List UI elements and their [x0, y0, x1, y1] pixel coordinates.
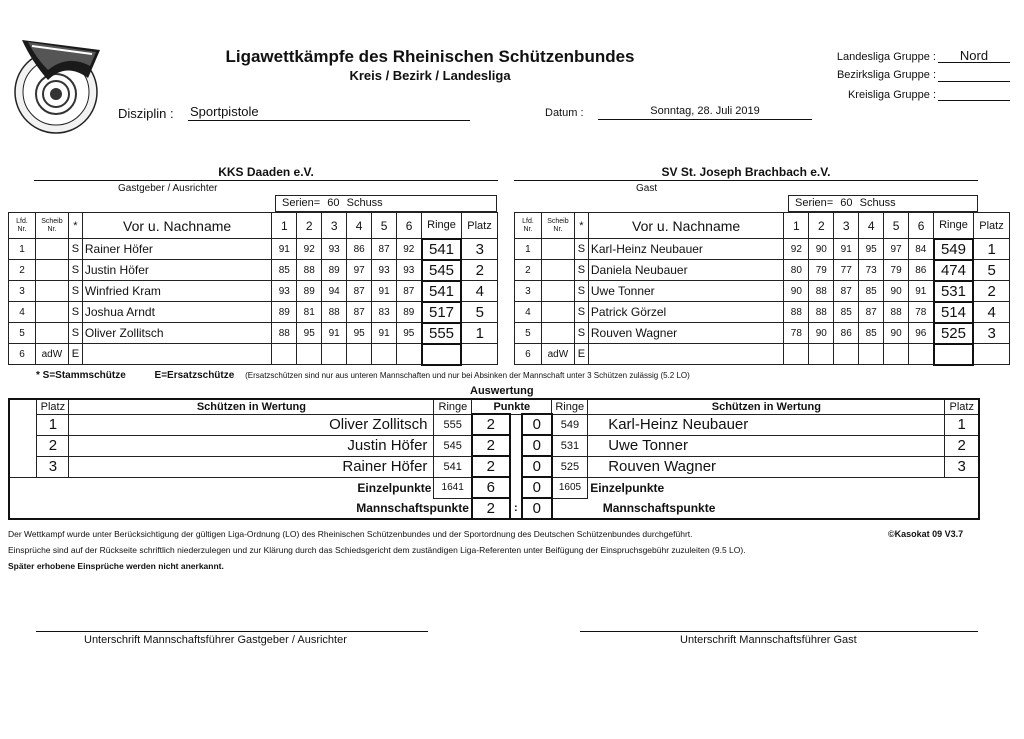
mann-colon: : [513, 502, 518, 514]
home-col-name: Vor u. Nachname [82, 213, 271, 239]
shooter-scheib[interactable] [541, 260, 574, 281]
shooter-row [515, 281, 1010, 302]
shooter-scheib[interactable] [541, 239, 574, 260]
home-role: Gastgeber / Ausrichter [118, 183, 218, 194]
form-subtitle: Kreis / Bezirk / Landesliga [349, 68, 511, 83]
series-3-score[interactable] [322, 344, 347, 365]
shooter-scheib[interactable]: adW [541, 344, 574, 365]
shooter-nr: 1 [515, 239, 542, 260]
wt-empty [9, 399, 37, 414]
home-col-s3: 3 [322, 213, 347, 239]
home-schuss-label: Schuss [346, 197, 383, 209]
shooter-scheib[interactable] [35, 323, 68, 344]
shooter-nr: 3 [9, 281, 36, 302]
shooter-ringe: 514 [934, 302, 974, 323]
shooter-platz: 3 [461, 239, 497, 260]
shooter-type: S [68, 323, 82, 344]
wertung-guest-name: Uwe Tonner [588, 435, 945, 456]
wertung-home-punkte: 2 [472, 414, 510, 435]
home-col-s4: 4 [347, 213, 372, 239]
guest-team-name: SV St. Joseph Brachbach e.V. [661, 165, 831, 179]
shooter-row [515, 302, 1010, 323]
guest-col-s6: 6 [909, 213, 934, 239]
shooter-ringe: 474 [934, 260, 974, 281]
series-3-score[interactable]: 93 [322, 239, 347, 260]
mannschaftspunkte-row [9, 498, 979, 519]
shooter-type: S [68, 239, 82, 260]
home-col-ringe: Ringe [422, 213, 462, 239]
home-team-line [34, 180, 498, 181]
wertung-home-ringe: 545 [434, 435, 472, 456]
guest-col-platz: Platz [973, 213, 1009, 239]
guest-col-s2: 2 [809, 213, 834, 239]
series-1-score[interactable]: 93 [272, 281, 297, 302]
series-1-score[interactable]: 88 [272, 323, 297, 344]
series-4-score[interactable]: 87 [347, 281, 372, 302]
guest-signature-label: Unterschrift Mannschaftsführer Gast [680, 634, 857, 646]
disziplin-label: Disziplin : [118, 106, 174, 121]
series-2-score[interactable]: 90 [809, 323, 834, 344]
wt-ringe-home: Ringe [434, 399, 472, 414]
wt-spacer [9, 414, 37, 435]
shooter-row [9, 344, 498, 365]
shooter-name[interactable]: Patrick Görzel [588, 302, 784, 323]
bezirksliga-label: Bezirksliga Gruppe : [836, 69, 936, 81]
wt-platz-guest: Platz [945, 399, 979, 414]
shooter-name[interactable]: Joshua Arndt [82, 302, 271, 323]
series-5-score[interactable]: 90 [884, 281, 909, 302]
shooter-scheib[interactable] [35, 239, 68, 260]
einzel-home-ringe: 1641 [434, 477, 472, 498]
mannschaftspunkte-label-guest: Mannschaftspunkte [552, 498, 979, 519]
series-6-score[interactable] [909, 344, 934, 365]
landesliga-value[interactable]: Nord [938, 48, 1010, 63]
guest-col-s1: 1 [784, 213, 809, 239]
shooter-name[interactable]: Justin Höfer [82, 260, 271, 281]
mannschaftspunkte-label-home: Mannschaftspunkte [9, 498, 472, 519]
wertung-home-punkte: 2 [472, 456, 510, 477]
shooter-ringe: 541 [422, 281, 462, 302]
series-6-score[interactable]: 92 [397, 239, 422, 260]
home-shooters-table [8, 212, 498, 366]
shooter-scheib[interactable] [35, 260, 68, 281]
note-line-2: Einsprüche sind auf der Rückseite schriftlich niederzulegen und zur Klärung durch das Schiedsgericht dem zuständigen Liga-Referenten unter Beifügung der Einspruchsgebühr zuzuleiten (9.5 LO). [8, 545, 746, 555]
einzelpunkte-label-home: Einzelpunkte [9, 477, 434, 498]
shooter-platz: 4 [973, 302, 1009, 323]
shooter-type: E [68, 344, 82, 365]
series-3-score[interactable]: 85 [834, 302, 859, 323]
series-4-score[interactable] [347, 344, 372, 365]
series-1-score[interactable]: 89 [272, 302, 297, 323]
series-5-score[interactable]: 91 [372, 323, 397, 344]
home-col-platz: Platz [461, 213, 497, 239]
home-signature-line[interactable] [36, 631, 428, 632]
shooter-name[interactable]: Rouven Wagner [588, 323, 784, 344]
shooter-ringe: 531 [934, 281, 974, 302]
series-3-score[interactable]: 88 [322, 302, 347, 323]
auswertung-title: Auswertung [470, 385, 534, 397]
wertung-home-name: Oliver Zollitsch [69, 414, 434, 435]
shooter-row [9, 239, 498, 260]
series-1-score[interactable]: 92 [784, 239, 809, 260]
series-5-score[interactable]: 88 [884, 302, 909, 323]
series-4-score[interactable]: 85 [859, 281, 884, 302]
wertung-guest-ringe: 525 [552, 456, 588, 477]
wertung-row [9, 414, 979, 435]
series-5-score[interactable]: 97 [884, 239, 909, 260]
wt-schuetzen-home: Schützen in Wertung [69, 399, 434, 414]
home-col-s5: 5 [372, 213, 397, 239]
series-4-score[interactable]: 86 [347, 239, 372, 260]
shooter-type: S [574, 281, 588, 302]
series-6-score[interactable]: 91 [909, 281, 934, 302]
wertung-guest-platz: 1 [945, 414, 979, 435]
guest-serien-box [788, 195, 978, 212]
wertung-home-name: Rainer Höfer [69, 456, 434, 477]
series-4-score[interactable]: 95 [859, 239, 884, 260]
wertung-guest-name: Karl-Heinz Neubauer [588, 414, 945, 435]
note-line-1: Der Wettkampf wurde unter Berücksichtigung der gültigen Liga-Ordnung (LO) des Rheinischen Schützenbundes und der Sportordnung des Deutschen Schützenbundes durchgeführt. ©Kasokat 09 V3.7 [8, 526, 1008, 542]
series-4-score[interactable]: 87 [859, 302, 884, 323]
datum-label: Datum : [545, 107, 584, 119]
home-col-star: * [68, 213, 82, 239]
series-1-score[interactable]: 90 [784, 281, 809, 302]
home-col-s2: 2 [297, 213, 322, 239]
wertung-home-name: Justin Höfer [69, 435, 434, 456]
series-4-score[interactable]: 95 [347, 323, 372, 344]
shooter-scheib[interactable] [35, 302, 68, 323]
series-1-score[interactable]: 88 [784, 302, 809, 323]
einzel-home-punkte: 6 [472, 477, 510, 498]
series-6-score[interactable]: 87 [397, 281, 422, 302]
wt-gap [510, 435, 522, 456]
shooter-nr: 2 [9, 260, 36, 281]
shooter-platz [973, 344, 1009, 365]
shooter-row [9, 302, 498, 323]
club-logo [8, 32, 106, 136]
wt-gap [510, 456, 522, 477]
guest-team-line [514, 180, 978, 181]
guest-role: Gast [636, 183, 658, 194]
shooter-ringe [422, 344, 462, 365]
wt-ringe-guest: Ringe [552, 399, 588, 414]
shooter-nr: 2 [515, 260, 542, 281]
note-line-3: Später erhobene Einsprüche werden nicht anerkannt. [8, 561, 224, 571]
series-6-score[interactable] [397, 344, 422, 365]
series-6-score[interactable]: 86 [909, 260, 934, 281]
shooter-row [515, 260, 1010, 281]
home-col-s1: 1 [272, 213, 297, 239]
shooter-ringe: 525 [934, 323, 974, 344]
wertung-guest-punkte: 0 [522, 435, 552, 456]
series-1-score[interactable]: 78 [784, 323, 809, 344]
einzelpunkte-row [9, 477, 979, 498]
guest-col-s3: 3 [834, 213, 859, 239]
shooter-type: S [574, 260, 588, 281]
shooter-platz: 3 [973, 323, 1009, 344]
guest-col-star: * [574, 213, 588, 239]
guest-col-scheib: Scheib Nr. [541, 213, 574, 239]
shooter-row [9, 260, 498, 281]
shooter-platz: 2 [973, 281, 1009, 302]
guest-col-s5: 5 [884, 213, 909, 239]
shooter-nr: 5 [515, 323, 542, 344]
shooter-scheib[interactable] [541, 302, 574, 323]
series-5-score[interactable]: 90 [884, 323, 909, 344]
shooter-row [515, 239, 1010, 260]
shooter-type: S [574, 323, 588, 344]
home-signature-label: Unterschrift Mannschaftsführer Gastgeber / Ausrichter [84, 634, 347, 646]
wertung-home-platz: 1 [37, 414, 69, 435]
shooter-platz: 4 [461, 281, 497, 302]
shooter-platz: 5 [461, 302, 497, 323]
wt-punkte: Punkte [472, 399, 552, 414]
shooter-scheib[interactable] [35, 281, 68, 302]
guest-col-name: Vor u. Nachname [588, 213, 784, 239]
shooter-platz: 5 [973, 260, 1009, 281]
series-2-score[interactable]: 81 [297, 302, 322, 323]
series-4-score[interactable]: 97 [347, 260, 372, 281]
series-3-score[interactable]: 89 [322, 260, 347, 281]
series-5-score[interactable] [372, 344, 397, 365]
shooter-ringe: 541 [422, 239, 462, 260]
wertung-guest-name: Rouven Wagner [588, 456, 945, 477]
wt-gap [510, 477, 522, 498]
series-1-score[interactable]: 80 [784, 260, 809, 281]
series-6-score[interactable]: 93 [397, 260, 422, 281]
shooter-platz: 1 [461, 323, 497, 344]
shooter-type: S [68, 260, 82, 281]
shooter-platz: 2 [461, 260, 497, 281]
shooter-scheib[interactable] [541, 323, 574, 344]
series-2-score[interactable]: 90 [809, 239, 834, 260]
series-2-score[interactable]: 88 [809, 302, 834, 323]
shooter-row [9, 281, 498, 302]
series-4-score[interactable]: 73 [859, 260, 884, 281]
einzel-guest-ringe: 1605 [552, 477, 588, 498]
series-2-score[interactable]: 88 [297, 260, 322, 281]
series-4-score[interactable]: 87 [347, 302, 372, 323]
series-3-score[interactable]: 94 [322, 281, 347, 302]
series-5-score[interactable]: 87 [372, 239, 397, 260]
shooter-type: S [574, 302, 588, 323]
wertung-guest-ringe: 531 [552, 435, 588, 456]
home-col-lfd: Lfd. Nr. [9, 213, 36, 239]
series-2-score[interactable] [297, 344, 322, 365]
wt-schuetzen-guest: Schützen in Wertung [588, 399, 945, 414]
shooter-ringe: 549 [934, 239, 974, 260]
bezirksliga-value[interactable] [938, 67, 1010, 82]
shooter-ringe: 517 [422, 302, 462, 323]
shooter-type: S [68, 302, 82, 323]
series-6-score[interactable]: 89 [397, 302, 422, 323]
shooter-nr: 6 [515, 344, 542, 365]
guest-col-lfd: Lfd. Nr. [515, 213, 542, 239]
landesliga-label: Landesliga Gruppe : [836, 51, 936, 63]
wertung-guest-platz: 3 [945, 456, 979, 477]
wertung-home-punkte: 2 [472, 435, 510, 456]
notes [8, 526, 1008, 574]
shooter-nr: 6 [9, 344, 36, 365]
home-serien-box [275, 195, 497, 212]
shooter-ringe: 555 [422, 323, 462, 344]
wertung-home-platz: 3 [37, 456, 69, 477]
wertung-home-platz: 2 [37, 435, 69, 456]
guest-col-ringe: Ringe [934, 213, 974, 239]
mann-home-punkte: 2 [472, 498, 510, 519]
kreisliga-value[interactable] [938, 86, 1010, 101]
shooter-platz [461, 344, 497, 365]
auswertung-header-row [9, 399, 979, 414]
auswertung-table [8, 398, 980, 520]
shooter-name[interactable] [588, 344, 784, 365]
einzelpunkte-label-guest: Einzelpunkte [588, 477, 979, 498]
shooter-nr: 3 [515, 281, 542, 302]
series-6-score[interactable]: 95 [397, 323, 422, 344]
wertung-row [9, 435, 979, 456]
wertung-row [9, 456, 979, 477]
home-header-row [9, 213, 498, 239]
disziplin-value[interactable]: Sportpistole [188, 104, 470, 121]
shooter-nr: 4 [9, 302, 36, 323]
series-6-score[interactable]: 84 [909, 239, 934, 260]
legend-e: E=Ersatzschütze [154, 370, 235, 381]
series-1-score[interactable]: 91 [272, 239, 297, 260]
series-6-score[interactable]: 78 [909, 302, 934, 323]
wertung-home-ringe: 541 [434, 456, 472, 477]
series-5-score[interactable]: 83 [372, 302, 397, 323]
shooter-name[interactable]: Rainer Höfer [82, 239, 271, 260]
shooter-ringe [934, 344, 974, 365]
series-3-score[interactable]: 77 [834, 260, 859, 281]
home-team-name: KKS Daaden e.V. [218, 165, 314, 179]
legend [36, 370, 690, 381]
wertung-guest-ringe: 549 [552, 414, 588, 435]
shooter-name[interactable] [82, 344, 271, 365]
guest-signature-line[interactable] [580, 631, 978, 632]
wt-spacer [9, 435, 37, 456]
wertung-guest-punkte: 0 [522, 456, 552, 477]
series-6-score[interactable]: 96 [909, 323, 934, 344]
shooter-nr: 5 [9, 323, 36, 344]
form-title: Ligawettkämpfe des Rheinischen Schützenbundes [225, 47, 635, 66]
guest-schuss-label: Schuss [859, 197, 896, 209]
shooter-scheib[interactable]: adW [35, 344, 68, 365]
home-col-scheib: Scheib Nr. [35, 213, 68, 239]
copyright: ©Kasokat 09 V3.7 [888, 529, 964, 539]
shooter-row [515, 323, 1010, 344]
series-3-score[interactable]: 87 [834, 281, 859, 302]
wertung-guest-platz: 2 [945, 435, 979, 456]
shooter-name[interactable]: Karl-Heinz Neubauer [588, 239, 784, 260]
wt-platz-home: Platz [37, 399, 69, 414]
wt-spacer [9, 456, 37, 477]
home-serien-n: 60 [327, 197, 340, 209]
series-3-score[interactable] [834, 344, 859, 365]
shooter-name[interactable]: Daniela Neubauer [588, 260, 784, 281]
series-4-score[interactable] [859, 344, 884, 365]
series-5-score[interactable]: 91 [372, 281, 397, 302]
series-2-score[interactable] [809, 344, 834, 365]
shooter-nr: 4 [515, 302, 542, 323]
home-serien-label: Serien= [282, 197, 321, 209]
legend-s: * S=Stammschütze [36, 370, 126, 381]
wertung-home-ringe: 555 [434, 414, 472, 435]
datum-value[interactable]: Sonntag, 28. Juli 2019 [598, 105, 812, 120]
series-3-score[interactable]: 91 [834, 239, 859, 260]
guest-header-row [515, 213, 1010, 239]
shooter-platz: 1 [973, 239, 1009, 260]
guest-col-s4: 4 [859, 213, 884, 239]
series-1-score[interactable] [784, 344, 809, 365]
series-2-score[interactable]: 92 [297, 239, 322, 260]
series-3-score[interactable]: 86 [834, 323, 859, 344]
wt-gap [510, 414, 522, 435]
kreisliga-label: Kreisliga Gruppe : [847, 89, 936, 101]
series-2-score[interactable]: 89 [297, 281, 322, 302]
series-2-score[interactable]: 95 [297, 323, 322, 344]
wertung-guest-punkte: 0 [522, 414, 552, 435]
shooter-row [515, 344, 1010, 365]
shooter-ringe: 545 [422, 260, 462, 281]
shooter-name[interactable]: Winfried Kram [82, 281, 271, 302]
einzel-guest-punkte: 0 [522, 477, 552, 498]
series-3-score[interactable]: 91 [322, 323, 347, 344]
shooter-row [9, 323, 498, 344]
shooter-scheib[interactable] [541, 281, 574, 302]
shooter-type: S [574, 239, 588, 260]
series-1-score[interactable]: 85 [272, 260, 297, 281]
mann-guest-punkte: 0 [522, 498, 552, 519]
series-1-score[interactable] [272, 344, 297, 365]
shooter-name[interactable]: Uwe Tonner [588, 281, 784, 302]
guest-shooters-table [514, 212, 1010, 366]
series-4-score[interactable]: 85 [859, 323, 884, 344]
shooter-nr: 1 [9, 239, 36, 260]
shooter-type: S [68, 281, 82, 302]
legend-note: (Ersatzschützen sind nur aus unteren Mannschaften und nur bei Absinken der Mannschaft unter 3 Schützen zulässig (5.2 LO) [245, 371, 690, 380]
series-5-score[interactable]: 93 [372, 260, 397, 281]
series-2-score[interactable]: 79 [809, 260, 834, 281]
shooter-type: E [574, 344, 588, 365]
home-col-s6: 6 [397, 213, 422, 239]
series-5-score[interactable] [884, 344, 909, 365]
guest-serien-label: Serien= [795, 197, 834, 209]
series-5-score[interactable]: 79 [884, 260, 909, 281]
guest-serien-n: 60 [840, 197, 853, 209]
shooter-name[interactable]: Oliver Zollitsch [82, 323, 271, 344]
series-2-score[interactable]: 88 [809, 281, 834, 302]
